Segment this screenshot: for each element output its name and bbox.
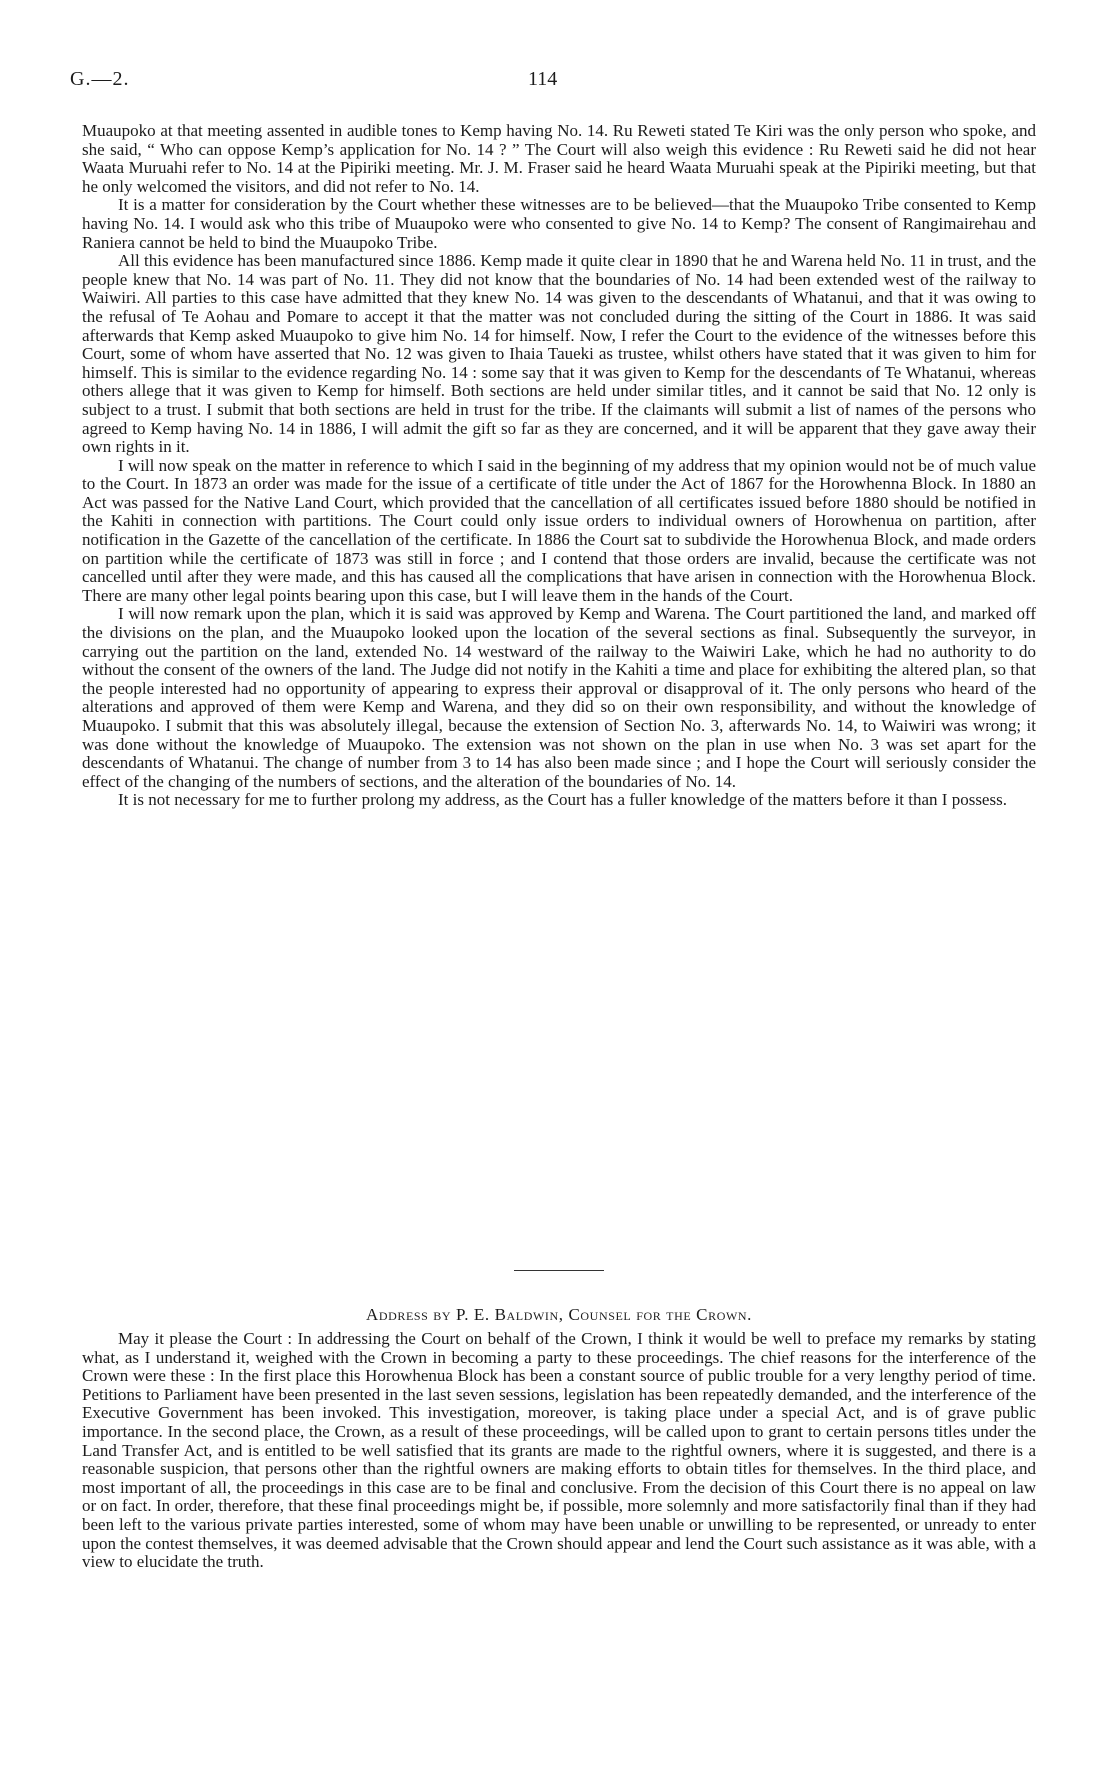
main-text (82, 122, 1036, 810)
paragraph: All this evidence has been manufactured since 1886. Kemp made it quite clear in 1890 that he and Warena held No. 11 in trust, and the people knew that No. 14 was part of No. 11. They did not know that the boundaries of No. 14 had been extended west of the railway to Waiwiri. All parties to this case have admitted that they knew No. 14 was given to the descendants of Whatanui, and that it was owing to the refusal of Te Aohau and Pomare to accept it that the matter was not concluded during the sitting of the Court in 1886. It was said afterwards that Kemp asked Muaupoko to give him No. 14 for himself. Now, I refer the Court to the evidence of the witnesses before this Court, some of whom have asserted that No. 12 was given to Ihaia Taueki as trustee, whilst others have stated that it was given to him for himself. This is similar to the evidence regarding No. 14 : some say that it was given to Kemp for the descendants of Te Whatanui, whereas others allege that it was given to Kemp for himself. Both sections are held under similar titles, and it cannot be said that No. 12 only is subject to a trust. I submit that both sections are held in trust for the tribe. If the claimants will submit a list of names of the persons who agreed to Kemp having No. 14 in 1886, I will admit the gift so far as they are concerned, and it will be apparent that they gave away their own rights in it. (82, 251, 1036, 457)
section-divider (514, 1270, 604, 1271)
paragraph: It is a matter for consideration by the Court whether these witnesses are to be believed—that the Muaupoko Tribe consented to Kemp having No. 14. I would ask who this tribe of Muaupoko were who consented to give No. 14 to Kemp? The consent of Rangimairehau and Raniera cannot be held to bind the Muaupoko Tribe. (82, 195, 1036, 252)
document-reference: G.—2. (70, 68, 130, 90)
paragraph: I will now speak on the matter in reference to which I said in the beginning of my address that my opinion would not be of much value to the Court. In 1873 an order was made for the issue of a certificate of title under the Act of 1867 for the Horowhenna Block. In 1880 an Act was passed for the Native Land Court, which provided that the cancellation of all certificates issued before 1880 should be notified in the Kahiti in connection with partitions. The Court could only issue orders to individual owners of Horowhenua on partition, after notification in the Gazette of the cancellation of the certificate. In 1886 the Court sat to subdivide the Horowhenua Block, and made orders on partition while the certificate of 1873 was still in force ; and I contend that those orders are invalid, because the certificate was not cancelled until after they were made, and this has caused all the complications that have arisen in connection with the Horowhenua Block. There are many other legal points bearing upon this case, but I will leave them in the hands of the Court. (82, 455, 1036, 605)
crown-address-text (82, 1330, 1036, 1572)
page-header (70, 68, 1036, 96)
page-number: 114 (528, 68, 558, 90)
paragraph: I will now remark upon the plan, which it is said was approved by Kemp and Warena. The Court partitioned the land, and marked off the divisions on the plan, and the Muaupoko looked upon the location of the several sections as final. Subsequently the surveyor, in carrying out the partition on the land, extended No. 14 westward of the railway to the Waiwiri Lake, which he had no authority to do without the consent of the owners of the land. The Judge did not notify in the Kahiti a time and place for exhibiting the altered plan, so that the people interested had no opportunity of appearing to express their approval or disapproval of it. The only persons who heard of the alterations and approved of them were Kemp and Warena, and they did so on their own responsibility, and without the knowledge of Muaupoko. I submit that this was absolutely illegal, because the extension of Section No. 3, afterwards No. 14, to Waiwiri was wrong; it was done without the knowledge of Muaupoko. The extension was not shown on the plan in use when No. 3 was set apart for the descendants of Whatanui. The change of number from 3 to 14 has also been made since ; and I hope the Court will seriously consider the effect of the changing of the numbers of sections, and the alteration of the boundaries of No. 14. (82, 604, 1036, 791)
section-heading: Address by P. E. Baldwin, Counsel for the Crown. (365, 1305, 753, 1324)
paragraph: May it please the Court : In addressing the Court on behalf of the Crown, I think it would be well to preface my remarks by stating what, as I understand it, weighed with the Crown in becoming a party to these proceedings. The chief reasons for the interference of the Crown were these : In the first place this Horowhenua Block has been a constant source of public trouble for a very lengthy period of time. Petitions to Parliament have been presented in the last seven sessions, legislation has been repeatedly demanded, and the interference of the Executive Government has been invoked. This investigation, moreover, is taking place under a special Act, and is of grave public importance. In the second place, the Crown, as a result of these proceedings, will be called upon to grant to certain persons titles under the Land Transfer Act, and is entitled to be well satisfied that its grants are made to the rightful owners, where it is suggested, and there is a reasonable suspicion, that persons other than the rightful owners are making efforts to obtain titles for themselves. In the third place, and most important of all, the proceedings in this case are to be final and conclusive. From the decision of this Court there is no appeal on law or on fact. In order, therefore, that these final proceedings might be, if possible, more solemnly and more satisfactorily final than if they had been left to the various private parties interested, some of whom may have been unable or unwilling to be represented, or unready to enter upon the contest themselves, it was deemed advisable that the Crown should appear and lend the Court such assistance as it was able, with a view to elucidate the truth. (82, 1329, 1036, 1572)
paragraph: Muaupoko at that meeting assented in audible tones to Kemp having No. 14. Ru Reweti stated Te Kiri was the only person who spoke, and she said, “ Who can oppose Kemp’s application for No. 14 ? ” The Court will also weigh this evidence : Ru Reweti said he did not hear Waata Muruahi refer to No. 14 at the Pipiriki meeting. Mr. J. M. Fraser said he heard Waata Muruahi speak at the Pipiriki meeting, but that he only welcomed the visitors, and did not refer to No. 14. (82, 121, 1036, 196)
paragraph: It is not necessary for me to further prolong my address, as the Court has a fuller knowledge of the matters before it than I possess. (118, 790, 1007, 810)
